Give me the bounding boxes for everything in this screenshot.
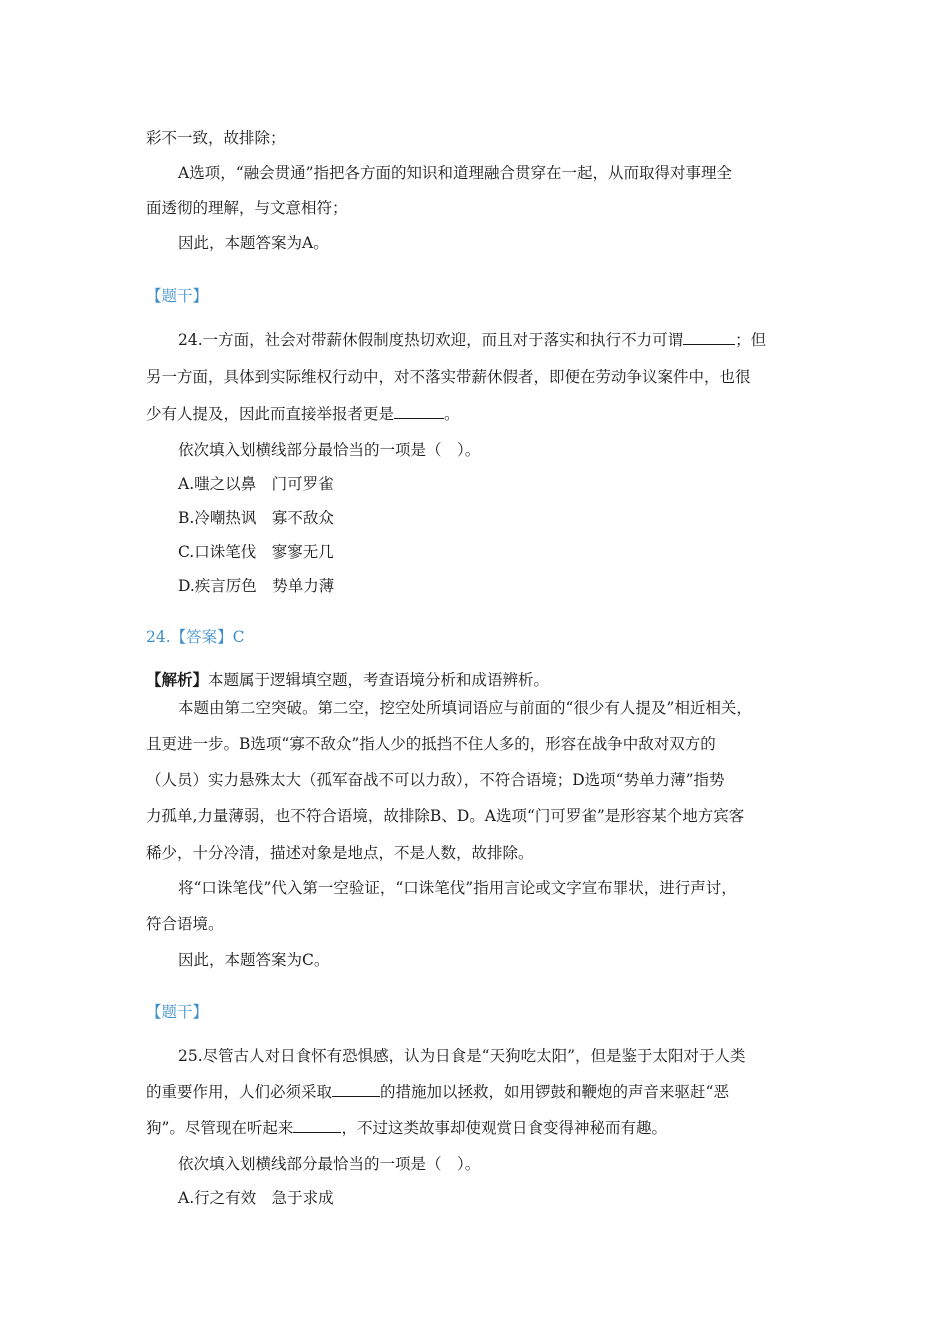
answer-tag: 24.【答案】 bbox=[146, 628, 233, 646]
analysis-tag: 【解析】 bbox=[146, 670, 209, 689]
stem-text: 的重要作用，人们必须采取 bbox=[146, 1083, 333, 1101]
analysis-line: 符合语境。 bbox=[146, 915, 224, 933]
stem-text: 24.一方面，社会对带薪休假制度热切欢迎，而且对于落实和执行不力可谓 bbox=[178, 331, 684, 349]
option-c: C.口诛笔伐 寥寥无几 bbox=[178, 543, 334, 561]
question-tag: 【题干】 bbox=[146, 287, 209, 305]
question-tag: 【题干】 bbox=[146, 1003, 209, 1021]
fill-blank bbox=[683, 330, 735, 345]
analysis-line: 稀少，十分冷清，描述对象是地点，不是人数，故排除。 bbox=[146, 844, 534, 862]
fill-blank bbox=[293, 1118, 341, 1133]
analysis-line: 本题由第二空突破。第二空，挖空处所填词语应与前面的“很少有人提及”相近相关， bbox=[178, 699, 752, 717]
prev-text-line: A选项，“融会贯通”指把各方面的知识和道理融合贯穿在一起，从而取得对事理全 bbox=[178, 164, 733, 182]
answer-line bbox=[146, 627, 245, 647]
option-d: D.疾言厉色 势单力薄 bbox=[178, 577, 335, 595]
fill-blank bbox=[332, 1082, 380, 1097]
option-a: A.行之有效 急于求成 bbox=[178, 1189, 334, 1207]
analysis-line: 因此，本题答案为C。 bbox=[178, 951, 330, 969]
analysis-line: （人员）实力悬殊太大（孤军奋战不可以力敌），不符合语境；D选项“势单力薄”指势 bbox=[146, 771, 725, 789]
question-stem-line bbox=[178, 330, 766, 350]
analysis-line: 且更进一步。B选项“寡不敌众”指人少的抵挡不住人多的，形容在战争中敌对双方的 bbox=[146, 735, 716, 753]
question-prompt: 依次填入划横线部分最恰当的一项是（ ）。 bbox=[178, 441, 481, 459]
question-prompt: 依次填入划横线部分最恰当的一项是（ ）。 bbox=[178, 1155, 481, 1173]
stem-text: 的措施加以拯救，如用锣鼓和鞭炮的声音来驱赶“恶 bbox=[380, 1083, 729, 1101]
prev-text-line: 彩不一致，故排除； bbox=[146, 129, 286, 147]
option-b: B.冷嘲热讽 寡不敌众 bbox=[178, 509, 334, 527]
analysis-text: 本题属于逻辑填空题，考查语境分析和成语辨析。 bbox=[208, 671, 550, 689]
fill-blank bbox=[394, 404, 444, 419]
question-stem-line bbox=[146, 404, 460, 424]
analysis-line: 力孤单,力量薄弱，也不符合语境，故排除B、D。A选项“门可罗雀”是形容某个地方宾客 bbox=[146, 807, 745, 825]
option-a: A.嗤之以鼻 门可罗雀 bbox=[178, 475, 334, 493]
question-stem-line: 25.尽管古人对日食怀有恐惧感，认为日食是“天狗吃太阳”，但是鉴于太阳对于人类 bbox=[178, 1047, 746, 1065]
stem-text: 。 bbox=[444, 405, 460, 423]
question-stem-line bbox=[146, 1118, 667, 1138]
stem-text: ，不过这类故事却使观赏日食变得神秘而有趣。 bbox=[341, 1119, 667, 1137]
prev-text-line: 面透彻的理解，与文意相符； bbox=[146, 199, 348, 217]
question-stem-line: 另一方面，具体到实际维权行动中，对不落实带薪休假者，即便在劳动争议案件中，也很 bbox=[146, 368, 751, 386]
analysis-line: 将“口诛笔伐”代入第一空验证，“口诛笔伐”指用言论或文字宣布罪状，进行声讨， bbox=[178, 879, 737, 897]
stem-text: 少有人提及，因此而直接举报者更是 bbox=[146, 405, 395, 423]
stem-text: ；但 bbox=[735, 331, 767, 349]
stem-text: 狗”。尽管现在听起来 bbox=[146, 1119, 294, 1137]
question-stem-line bbox=[146, 1082, 729, 1102]
prev-answer-line: 因此，本题答案为A。 bbox=[178, 234, 329, 252]
answer-value: C bbox=[232, 628, 245, 646]
analysis-line bbox=[146, 670, 549, 690]
